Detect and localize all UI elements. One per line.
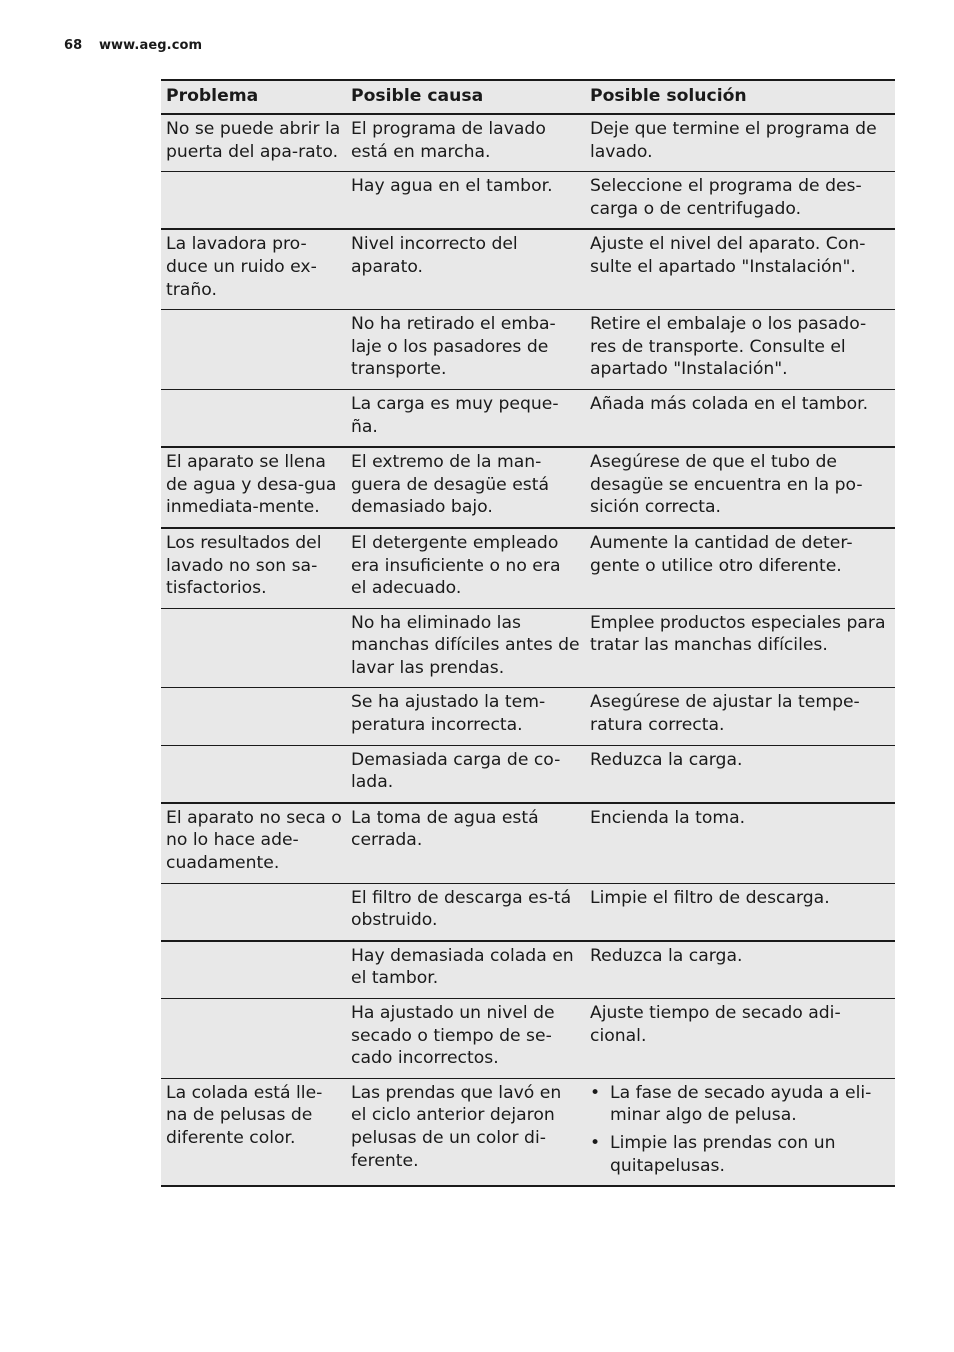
solution-cell: Reduzca la carga. <box>585 745 895 803</box>
cause-cell: La toma de agua está cerrada. <box>346 803 585 883</box>
troubleshooting-table <box>161 79 895 1187</box>
table-row <box>161 528 895 608</box>
solution-cell: Asegúrese de que el tubo de desagüe se encuentra en la po-sición correcta. <box>585 447 895 528</box>
solution-cell: Aumente la cantidad de deter-gente o utilice otro diferente. <box>585 528 895 608</box>
cause-cell: Hay demasiada colada en el tambor. <box>346 941 585 999</box>
solution-list <box>590 1082 891 1177</box>
header-solution: Posible solución <box>585 80 895 114</box>
problem-cell <box>161 389 346 447</box>
problem-cell: La lavadora pro-duce un ruido ex-traño. <box>161 229 346 309</box>
header-cause: Posible causa <box>346 80 585 114</box>
solution-cell <box>585 1078 895 1186</box>
problem-cell <box>161 999 346 1079</box>
solution-list-item: • Limpie las prendas con un quitapelusas. <box>610 1132 891 1177</box>
cause-cell: Las prendas que lavó en el ciclo anterior dejaron pelusas de un color di-ferente. <box>346 1078 585 1186</box>
problem-cell <box>161 608 346 688</box>
cause-cell: El detergente empleado era insuficiente o no era el adecuado. <box>346 528 585 608</box>
solution-cell: Seleccione el programa de des-carga o de centrifugado. <box>585 172 895 230</box>
problem-cell: La colada está lle-na de pelusas de diferente color. <box>161 1078 346 1186</box>
cause-cell: La carga es muy peque-ña. <box>346 389 585 447</box>
solution-cell: Ajuste tiempo de secado adi-cional. <box>585 999 895 1079</box>
table-row <box>161 447 895 528</box>
solution-cell: Añada más colada en el tambor. <box>585 389 895 447</box>
solution-cell: Deje que termine el programa de lavado. <box>585 114 895 172</box>
solution-cell: Emplee productos especiales para tratar las manchas difíciles. <box>585 608 895 688</box>
table-row <box>161 310 895 390</box>
cause-cell: Ha ajustado un nivel de secado o tiempo de se-cado incorrectos. <box>346 999 585 1079</box>
problem-cell: No se puede abrir la puerta del apa-rato. <box>161 114 346 172</box>
solution-list-item: • La fase de secado ayuda a eli-minar algo de pelusa. <box>610 1082 891 1127</box>
cause-cell: Hay agua en el tambor. <box>346 172 585 230</box>
cause-cell: El extremo de la man-guera de desagüe está demasiado bajo. <box>346 447 585 528</box>
site-url: www.aeg.com <box>98 38 203 53</box>
table-row <box>161 688 895 745</box>
page-header <box>64 38 202 53</box>
page-number: 68 <box>64 38 83 53</box>
table-row <box>161 389 895 447</box>
solution-cell: Reduzca la carga. <box>585 941 895 999</box>
header-problem: Problema <box>161 80 346 114</box>
table-row <box>161 745 895 803</box>
table-row <box>161 883 895 941</box>
problem-cell: El aparato se llena de agua y desa-gua inmediata-mente. <box>161 447 346 528</box>
cause-cell: El filtro de descarga es-tá obstruido. <box>346 883 585 941</box>
table-row <box>161 114 895 172</box>
table-row <box>161 941 895 999</box>
problem-cell <box>161 745 346 803</box>
problem-cell <box>161 172 346 230</box>
table-header-row <box>161 80 895 114</box>
table-row <box>161 999 895 1079</box>
table-row <box>161 608 895 688</box>
solution-cell: Asegúrese de ajustar la tempe-ratura correcta. <box>585 688 895 745</box>
problem-cell <box>161 310 346 390</box>
table-row <box>161 172 895 230</box>
problem-cell: El aparato no seca o no lo hace ade-cuadamente. <box>161 803 346 883</box>
solution-cell: Ajuste el nivel del aparato. Con-sulte el apartado "Instalación". <box>585 229 895 309</box>
cause-cell: Se ha ajustado la tem-peratura incorrecta. <box>346 688 585 745</box>
problem-cell <box>161 941 346 999</box>
solution-cell: Limpie el filtro de descarga. <box>585 883 895 941</box>
cause-cell: El programa de lavado está en marcha. <box>346 114 585 172</box>
cause-cell: No ha eliminado las manchas difíciles antes de lavar las prendas. <box>346 608 585 688</box>
problem-cell: Los resultados del lavado no son sa-tisfactorios. <box>161 528 346 608</box>
table-row <box>161 803 895 883</box>
solution-cell: Retire el embalaje o los pasado-res de transporte. Consulte el apartado "Instalación". <box>585 310 895 390</box>
cause-cell: Nivel incorrecto del aparato. <box>346 229 585 309</box>
table-row <box>161 1078 895 1186</box>
problem-cell <box>161 688 346 745</box>
problem-cell <box>161 883 346 941</box>
cause-cell: No ha retirado el emba-laje o los pasadores de transporte. <box>346 310 585 390</box>
cause-cell: Demasiada carga de co-lada. <box>346 745 585 803</box>
table-row <box>161 229 895 309</box>
solution-cell: Encienda la toma. <box>585 803 895 883</box>
